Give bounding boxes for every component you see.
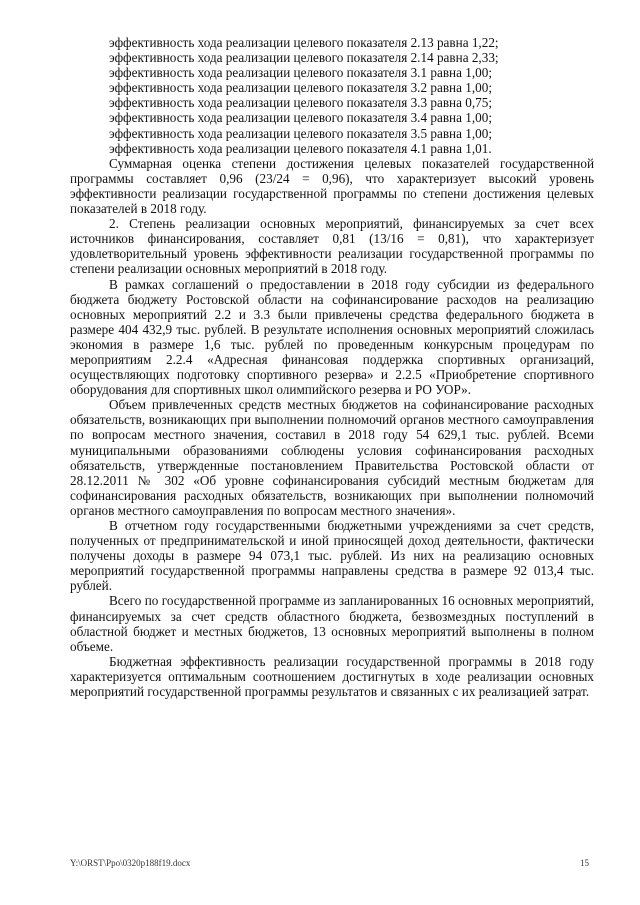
paragraph-federal-funds: В рамках соглашений о предоставлении в 2018 году субсидии из федерального бюджета бюджету Ростовской области на софинансирование расходов на реализацию основных мероприятий 2.2 и 3.3 были привлечены средства федерального бюджета в размере 404 432,9 тыс. рублей. В результате исполнения основных мероприятий сложилась экономия в размере 1,6 тыс. рублей по проведенным конкурсным процедурам по мероприятиям 2.2.4 «Адресная финансовая поддержка спортивных организаций, осуществляющих подготовку спортивного резерва» и 2.2.5 «Приобретение спортивного оборудования для спортивных школ олимпийского резерва и РО УОР».	[70, 276, 594, 398]
list-item: эффективность хода реализации целевого показателя 3.3 равна 0,75;	[109, 95, 492, 111]
list-item: эффективность хода реализации целевого показателя 3.2 равна 1,00;	[109, 80, 492, 96]
paragraph-institution-income: В отчетном году государственными бюджетными учреждениями за счет средств, полученных от предпринимательской и иной приносящей доход деятельности, фактически получены доходы в размере 94 073,1 тыс. рублей. Из них на реализацию основных мероприятий государственной программы направлены средства в размере 92 013,4 тыс. рублей.	[70, 518, 594, 594]
paragraph-measures-degree: 2. Степень реализации основных мероприятий, финансируемых за счет всех источников финансирования, составляет 0,81 (13/16 = 0,81), что характеризует удовлетворительный уровень эффективности реализации государственной программы по степени реализации основных мероприятий в 2018 году.	[70, 216, 594, 277]
paragraph-summary: Суммарная оценка степени достижения целевых показателей государственной программы составляет 0,96 (23/24 = 0,96), что характеризует высокий уровень эффективности реализации государственной программы по степени достижения целевых показателей в 2018 году.	[70, 155, 594, 217]
list-item: эффективность хода реализации целевого показателя 3.1 равна 1,00;	[109, 65, 492, 81]
page-number: 15	[580, 858, 589, 868]
paragraph-budget-efficiency: Бюджетная эффективность реализации государственной программы в 2018 году характеризуется оптимальным соотношением достигнутых в ходе реализации основных мероприятий государственной программы результатов и связанных с их реализацией затрат.	[70, 653, 594, 700]
indicator-list	[70, 35, 594, 156]
list-item: эффективность хода реализации целевого показателя 2.14 равна 2,33;	[109, 50, 499, 66]
list-item: эффективность хода реализации целевого показателя 4.1 равна 1,01.	[109, 140, 492, 156]
list-item: эффективность хода реализации целевого показателя 3.4 равна 1,00;	[109, 110, 492, 126]
page-body	[70, 35, 594, 699]
paragraph-local-budgets: Объем привлеченных средств местных бюджетов на софинансирование расходных обязательств, возникающих при выполнении полномочий органов местного самоуправления по вопросам местного значения, составил в 2018 году 54 629,1 тыс. рублей. Всеми муниципальными образованиями соблюдены условия софинансирования расходных обязательств, утвержденные постановлением Правительства Ростовской области от 28.12.2011 № 302 «Об уровне софинансирования субсидий местным бюджетам для софинансирования расходных обязательств, возникающих при выполнении полномочий органов местного самоуправления по вопросам местного значения».	[70, 397, 594, 518]
paragraph-measures-total: Всего по государственной программе из запланированных 16 основных мероприятий, финансируемых за счет средств областного бюджета, безвозмездных поступлений в областной бюджет и местных бюджетов, 13 основных мероприятий выполнены в полном объеме.	[70, 593, 594, 654]
list-item: эффективность хода реализации целевого показателя 2.13 равна 1,22;	[109, 35, 499, 50]
list-item: эффективность хода реализации целевого показателя 3.5 равна 1,00;	[109, 125, 492, 141]
footer-file-path: Y:\ORST\Ppo\0320p188f19.docx	[70, 858, 191, 868]
